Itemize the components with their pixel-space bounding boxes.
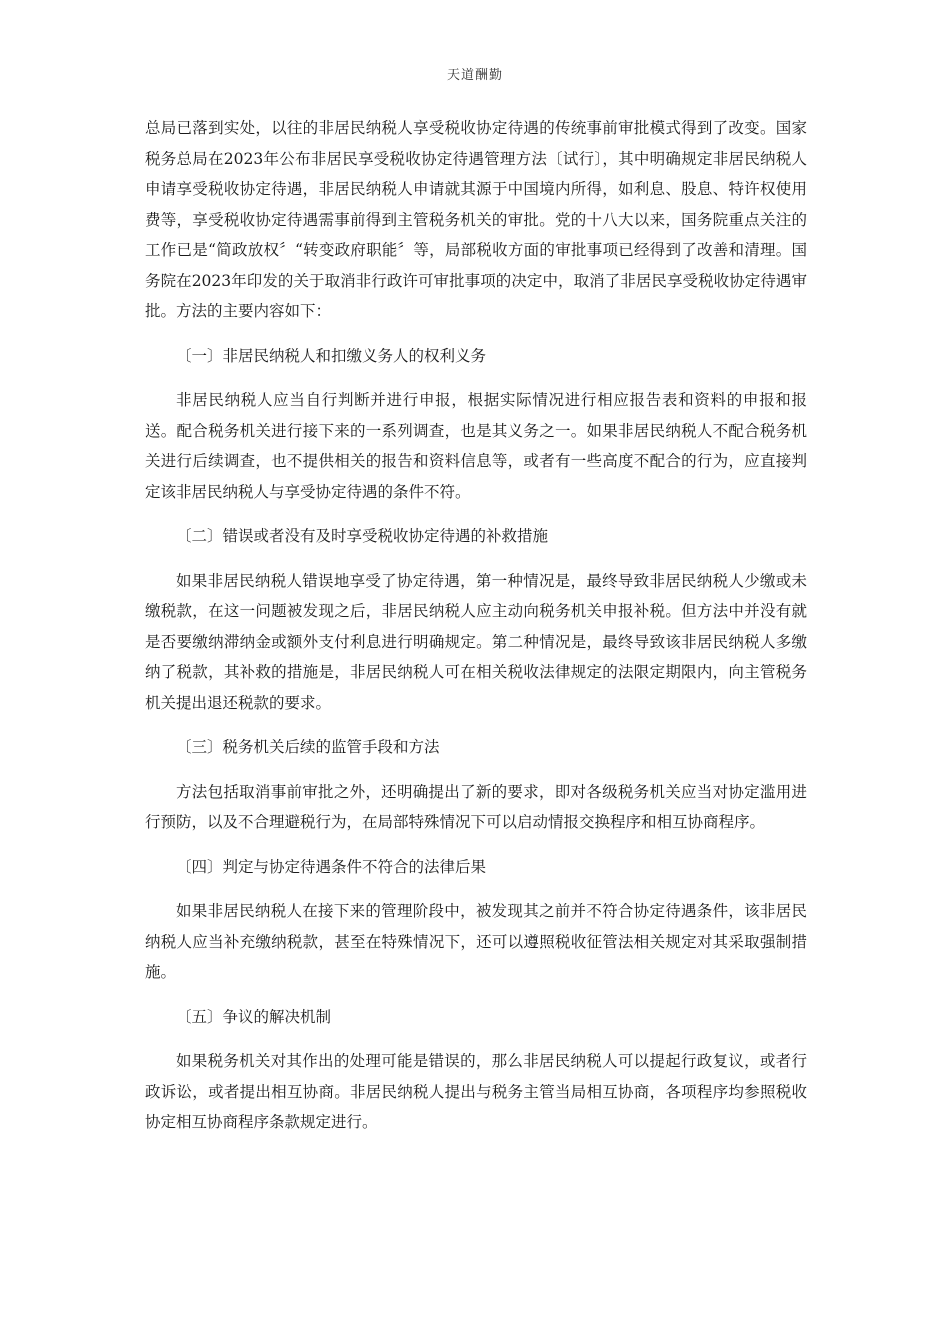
paragraph-section-1: 非居民纳税人应当自行判断并进行申报，根据实际情况进行相应报告表和资料的申报和报送。配合税务机关进行接下来的一系列调查，也是其义务之一。如果非居民纳税人不配合税务机关进行后续调查，也不提供相关的报告和资料信息等，或者有一些高度不配合的行为，应直接判定该非居民纳税人与享受协定待遇的条件不符。 [145, 391, 807, 501]
paragraph-section-5: 如果税务机关对其作出的处理可能是错误的，那么非居民纳税人可以提起行政复议，或者行政诉讼，或者提出相互协商。非居民纳税人提出与税务主管当局相互协商，各项程序均参照税收协定相互协商程序条款规定进行。 [145, 1052, 807, 1131]
document-body [145, 113, 807, 1138]
running-header: 天道酬勤 [446, 68, 503, 83]
section-heading-1: 〔一〕非居民纳税人和扣缴义务人的权利义务 [176, 346, 487, 365]
section-heading-5: 〔五〕争议的解决机制 [176, 1007, 332, 1026]
paragraph-section-2: 如果非居民纳税人错误地享受了协定待遇，第一种情况是，最终导致非居民纳税人少缴或未缴税款，在这一问题被发现之后，非居民纳税人应主动向税务机关申报补税。但方法中并没有就是否要缴纳滞纳金或额外支付利息进行明确规定。第二种情况是，最终导致该非居民纳税人多缴纳了税款，其补救的措施是，非居民纳税人可在相关税收法律规定的法限定期限内，向主管税务机关提出退还税款的要求。 [145, 571, 807, 712]
paragraph-section-3: 方法包括取消事前审批之外，还明确提出了新的要求，即对各级税务机关应当对协定滥用进行预防，以及不合理避税行为，在局部特殊情况下可以启动情报交换程序和相互协商程序。 [145, 782, 807, 831]
paragraph-section-4: 如果非居民纳税人在接下来的管理阶段中，被发现其之前并不符合协定待遇条件，该非居民纳税人应当补充缴纳税款，甚至在特殊情况下，还可以遵照税收征管法相关规定对其采取强制措施。 [145, 902, 807, 981]
section-heading-4: 〔四〕判定与协定待遇条件不符合的法律后果 [176, 857, 487, 876]
section-heading-3: 〔三〕税务机关后续的监管手段和方法 [176, 738, 440, 756]
section-heading-2: 〔二〕错误或者没有及时享受税收协定待遇的补救措施 [176, 527, 549, 545]
paragraph-continuation: 总局已落到实处，以往的非居民纳税人享受税收协定待遇的传统事前审批模式得到了改变。国家税务总局在2023年公布非居民享受税收协定待遇管理方法〔试行〕，其中明确规定非居民纳税人申请享受税收协定待遇，非居民纳税人申请就其源于中国境内所得，如利息、股息、特许权使用费等，享受税收协定待遇需事前得到主管税务机关的审批。党的十八大以来，国务院重点关注的工作已是“简政放权〞“转变政府职能〞等，局部税收方面的审批事项已经得到了改善和清理。国务院在2023年印发的关于取消非行政许可审批事项的决定中，取消了非居民享受税收协定待遇审批。方法的主要内容如下： [145, 119, 807, 320]
